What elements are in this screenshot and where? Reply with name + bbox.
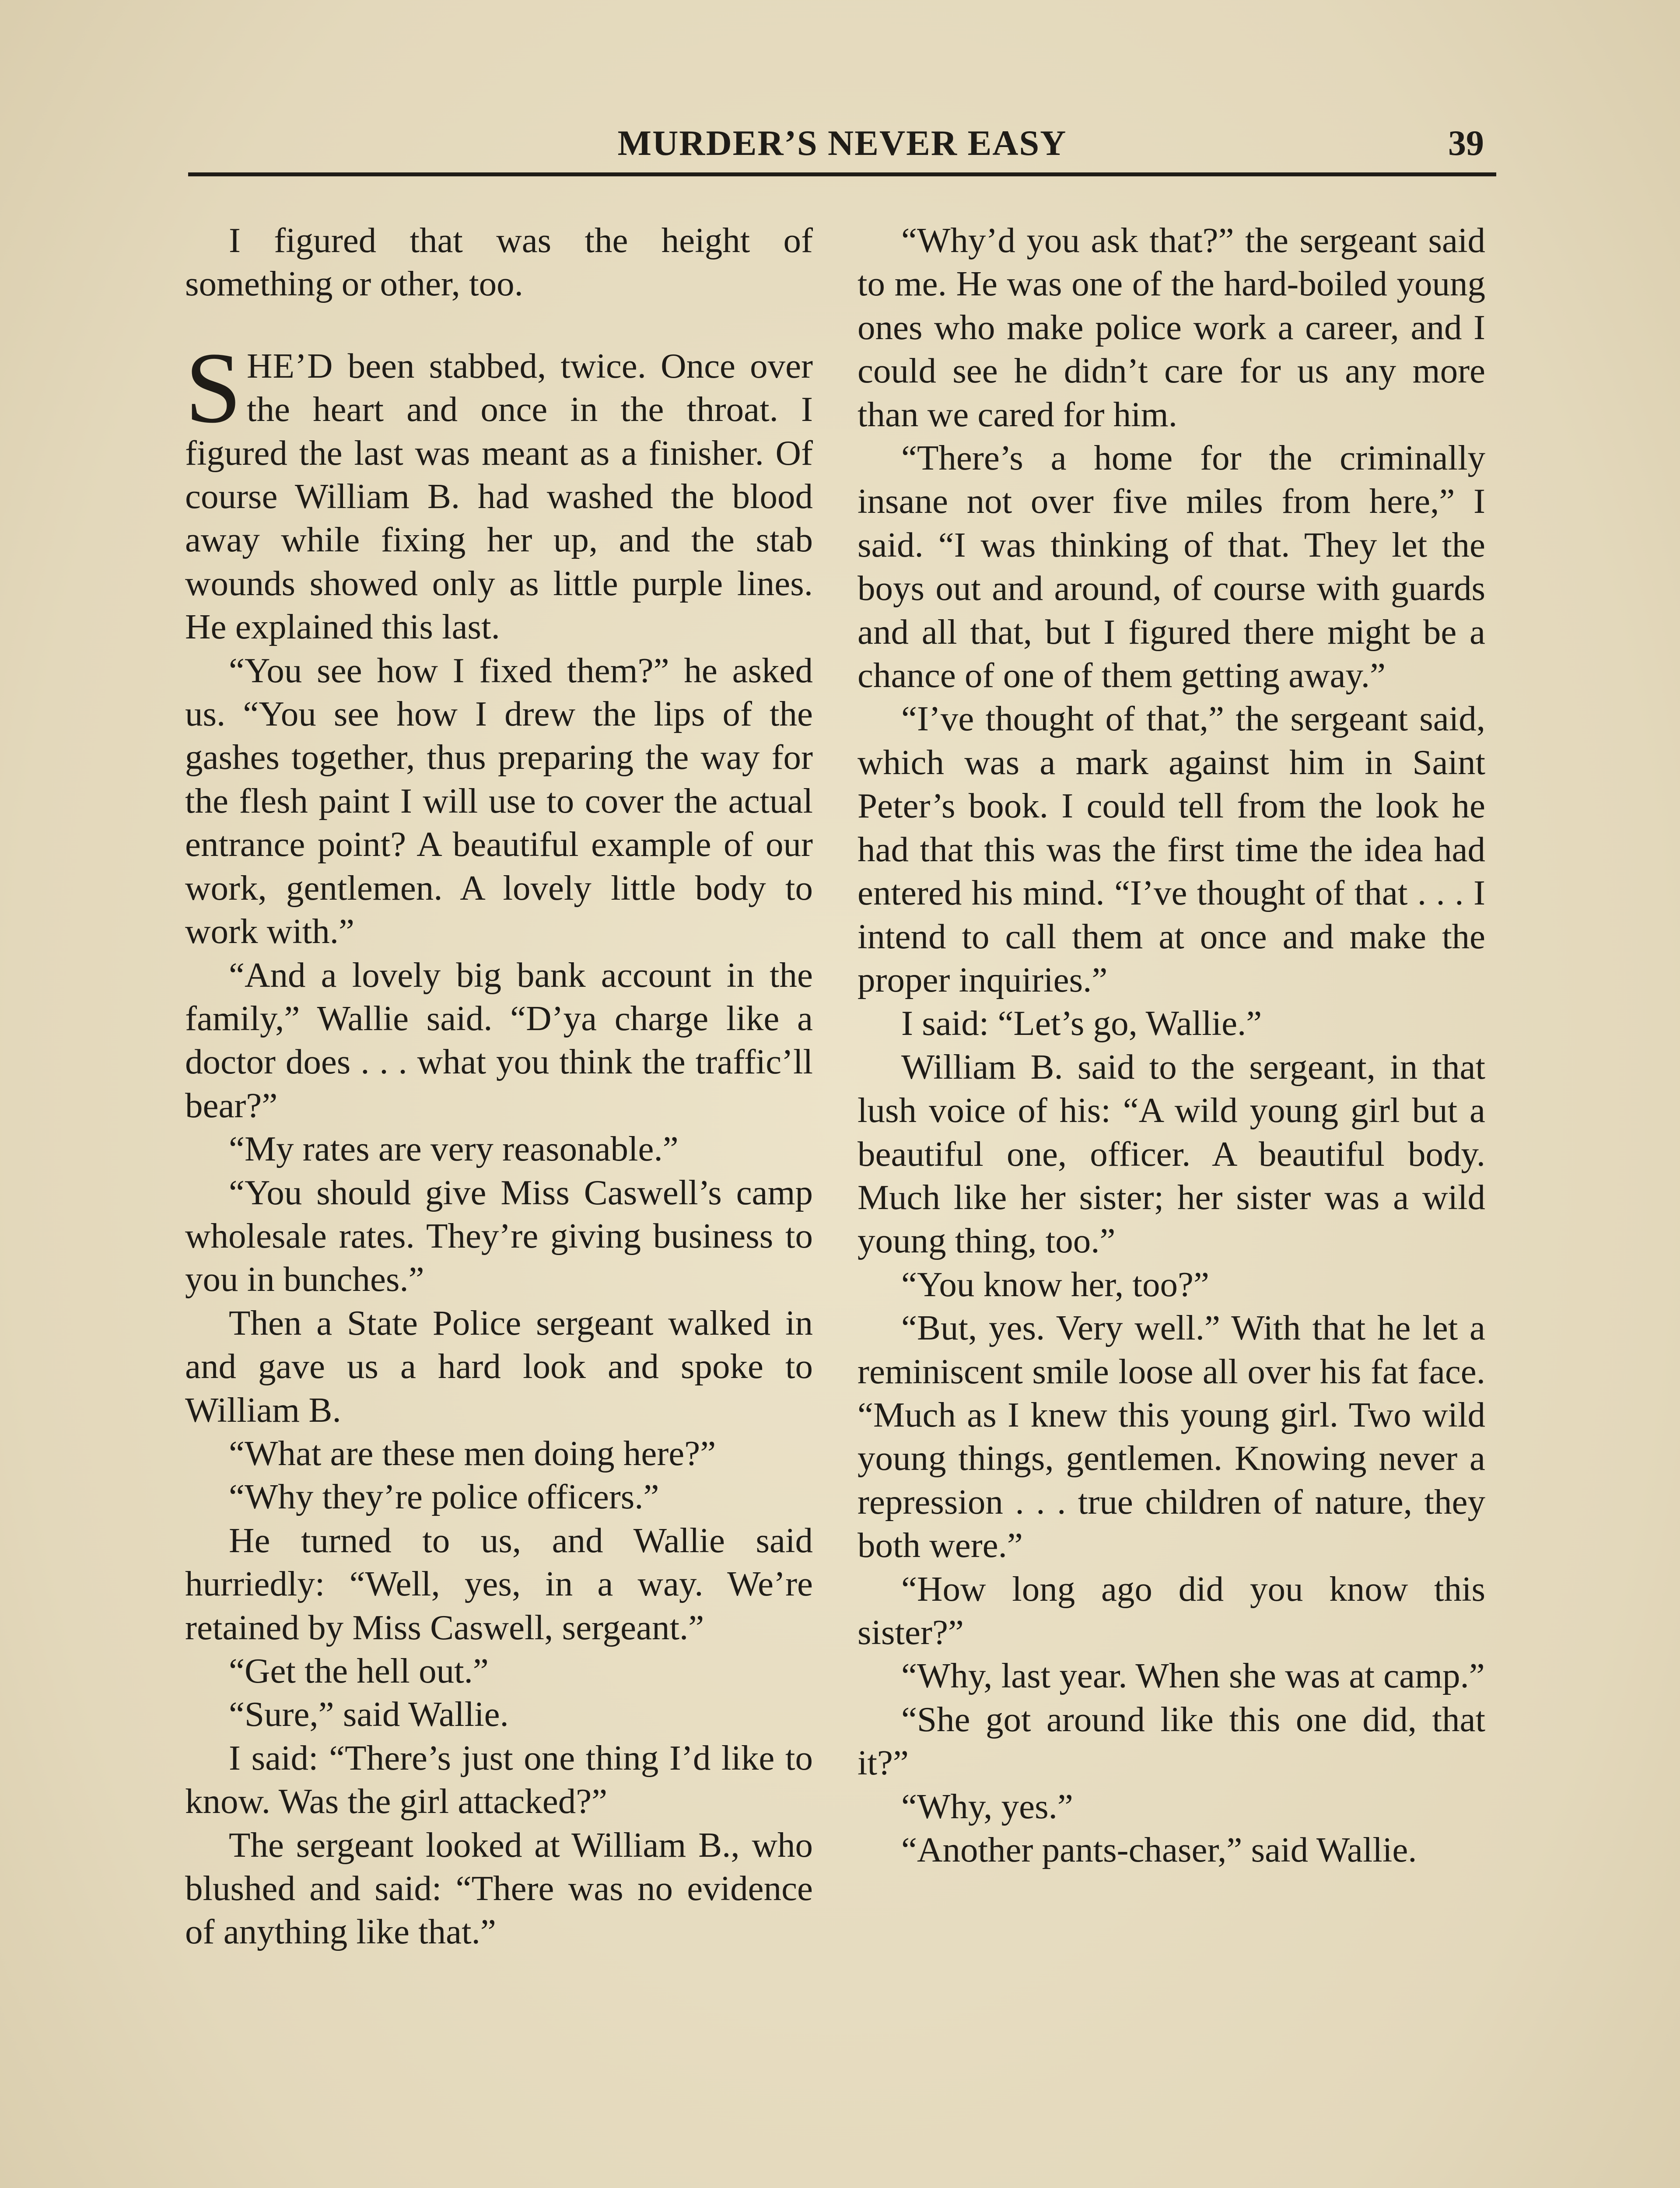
paragraph: “I’ve thought of that,” the sergeant said, which was a mark against him in Saint Peter’s book. I could tell from the look he had that this was the first time the idea had entered his mind. “I’ve thought of that . . . I intend to call them at once and make the proper inquiries.” <box>858 699 1485 999</box>
paragraph: “There’s a home for the criminally insane not over five miles from here,” I said. “I was thinking of that. They let the boys out and around, of course with guards and all that, but I figured there might be a chance of one of them getting away.” <box>858 438 1485 695</box>
drop-cap: S <box>185 331 242 444</box>
paragraph: “My rates are very reasonable.” <box>229 1129 679 1169</box>
paragraph: I figured that was the height of something or other, too. <box>185 221 813 304</box>
paragraph: “You should give Miss Caswell’s camp wholesale rates. They’re giving business to you in bunches.” <box>185 1172 813 1299</box>
paragraph: “Sure,” said Wallie. <box>229 1694 509 1734</box>
paragraph: “She got around like this one did, that it?” <box>858 1699 1485 1783</box>
paragraph: “Why’d you ask that?” the sergeant said to me. He was one of the hard-boiled young ones who make police work a career, and I could see he didn’t care for us any more than we cared for him. <box>858 221 1485 434</box>
page-header <box>188 117 1496 170</box>
left-column <box>185 219 813 1954</box>
paragraph: “But, yes. Very well.” With that he let a reminiscent smile loose all over his fat face. “Much as I knew this young girl. Two wild young things, gentlemen. Knowing never a repression . . . true children of nature, they both were.” <box>858 1308 1485 1565</box>
paragraph: I said: “Let’s go, Wallie.” <box>901 1003 1262 1043</box>
paragraph: “Why, yes.” <box>901 1786 1073 1826</box>
paragraph: I said: “There’s just one thing I’d like to know. Was the girl attacked?” <box>185 1738 813 1821</box>
paragraph: Then a State Police sergeant walked in and gave us a hard look and spoke to William B. <box>185 1303 813 1430</box>
paragraph-text: been stabbed, twice. Once over the heart and once in the throat. I figured the last was meant as a finisher. Of course William B. had washed the blood away while fixing her up, and the stab wounds showed only as little purple lines. He explained this last. <box>185 346 813 647</box>
paragraph: “Get the hell out.” <box>229 1651 489 1690</box>
right-column <box>858 219 1485 1872</box>
page-number: 39 <box>1448 123 1484 163</box>
running-title: MURDER’S NEVER EASY <box>617 123 1067 163</box>
paragraph: “How long ago did you know this sister?” <box>858 1569 1485 1652</box>
paragraph: “And a lovely big bank account in the family,” Wallie said. “D’ya charge like a doctor does . . . what you think the traffic’ll bear?” <box>185 955 813 1125</box>
paragraph: “What are these men doing here?” <box>229 1433 716 1473</box>
paragraph: William B. said to the sergeant, in that lush voice of his: “A wild young girl but a beautiful one, officer. A beautiful body. Much like her sister; her sister was a wild young thing, too.” <box>858 1047 1485 1261</box>
drop-cap-word: HE’D <box>247 346 333 386</box>
paragraph: He turned to us, and Wallie said hurriedly: “Well, yes, in a way. We’re retained by Miss Caswell, sergeant.” <box>185 1520 813 1647</box>
paragraph: “Another pants-chaser,” said Wallie. <box>901 1830 1417 1870</box>
paragraph: “Why, last year. When she was at camp.” <box>901 1656 1485 1696</box>
dropcap-paragraph <box>185 331 813 649</box>
header-rule <box>188 172 1496 176</box>
paragraph: The sergeant looked at William B., who blushed and said: “There was no evidence of anything like that.” <box>185 1825 813 1952</box>
paragraph: “You know her, too?” <box>901 1264 1209 1304</box>
paragraph: “Why they’re police officers.” <box>229 1477 659 1517</box>
paragraph: “You see how I fixed them?” he asked us. “You see how I drew the lips of the gashes together, thus preparing the way for the flesh paint I will use to cover the actual entrance point? A beautiful example of our work, gentlemen. A lovely little body to work with.” <box>185 650 813 951</box>
